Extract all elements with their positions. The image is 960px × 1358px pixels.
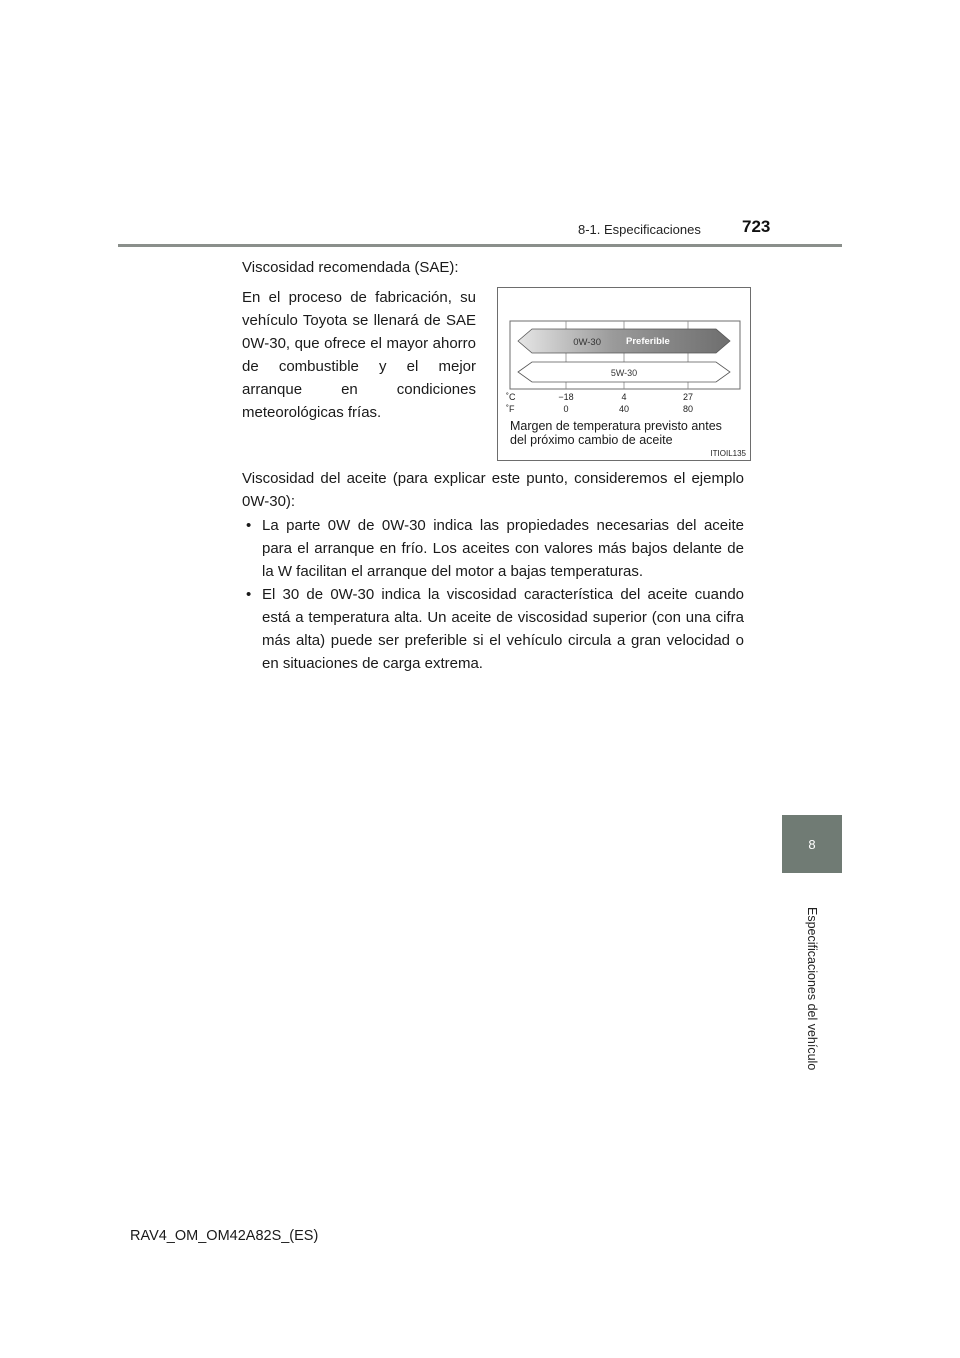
chapter-title: Especificaciones del vehículo: [805, 907, 819, 1071]
figure-caption: [510, 419, 722, 447]
section-label: 8-1. Especificaciones: [578, 222, 701, 237]
document-id: RAV4_OM_OM42A82S_(ES): [130, 1228, 319, 1244]
tick-celsius-2: 4: [621, 392, 627, 402]
alternative-grade-label: 5W-30: [610, 368, 638, 378]
list-item: [242, 514, 744, 583]
tick-fahrenheit-1: 0: [563, 404, 569, 414]
preferred-oil-arrow: [518, 329, 730, 353]
viscosity-figure: [497, 287, 751, 461]
chapter-tab: [782, 815, 842, 873]
intro-heading: Viscosidad recomendada (SAE):: [242, 259, 459, 276]
tick-fahrenheit-3: 80: [682, 404, 694, 414]
factory-fill-paragraph: En el proceso de fabricación, su vehículo Toyota se llenará de SAE 0W-30, que ofrece el mayor ahorro de combustible y el mejor arranque en condiciones meteorológicas frías.: [242, 289, 476, 421]
tick-fahrenheit-2: 40: [618, 404, 630, 414]
chapter-number: 8: [808, 836, 816, 852]
figure-caption-line-1: Margen de temperatura previsto antes: [510, 419, 722, 433]
bullet-text-0w: La parte 0W de 0W-30 indica las propiedades necesarias del aceite para el arranque en frío. Los aceites con valores más bajos delante de la W facilitan el arranque del motor a bajas temperaturas.: [262, 517, 744, 580]
preferred-grade-label: 0W-30: [573, 337, 601, 348]
list-item: [242, 583, 744, 675]
viscosity-intro: Viscosidad del aceite (para explicar este punto, consideremos el ejemplo 0W-30):: [242, 470, 744, 510]
bullet-symbol: •: [246, 586, 252, 603]
page-number: 723: [742, 217, 771, 236]
bullet-text-30: El 30 de 0W-30 indica la viscosidad característica del aceite cuando está a temperatura alta. Un aceite de viscosidad superior (con una cifra más alta) puede ser preferible si el vehículo circula a gran velocidad o en situaciones de carga extrema.: [262, 586, 744, 672]
unit-celsius: ˚C: [506, 392, 516, 402]
preferred-label: Preferible: [626, 336, 670, 347]
header-rule: [118, 244, 842, 247]
tick-celsius-1: −18: [558, 392, 574, 402]
tick-celsius-3: 27: [682, 392, 694, 402]
viscosity-bullet-list: [242, 514, 744, 675]
figure-code: ITIOIL135: [710, 449, 746, 458]
figure-caption-line-2: del próximo cambio de aceite: [510, 433, 673, 447]
bullet-symbol: •: [246, 517, 252, 534]
unit-fahrenheit: ˚F: [506, 404, 515, 414]
